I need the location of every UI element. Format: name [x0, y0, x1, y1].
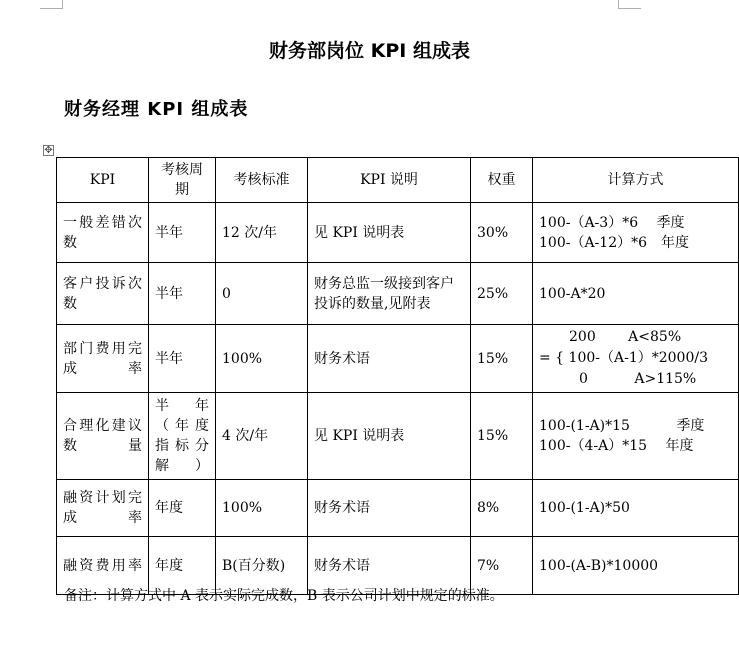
kpi-period: 半年（年度指标分解）	[149, 393, 216, 480]
calc-line: 100-（4-A）*15 年度	[539, 438, 694, 454]
calc-line: 200 A<85%	[569, 329, 682, 345]
kpi-standard: 0	[216, 263, 308, 325]
move-handle-icon[interactable]: ✥	[44, 145, 53, 156]
kpi-name: 客户投诉次数	[57, 263, 149, 325]
kpi-calculation	[533, 537, 739, 595]
header-weight: 权重	[471, 158, 533, 203]
kpi-description: 财务术语	[308, 325, 471, 393]
table-note: 备注：计算方式中 A 表示实际完成数，B 表示公司计划中规定的标准。	[64, 588, 504, 604]
kpi-standard: 12 次/年	[216, 203, 308, 263]
kpi-name: 一般差错次数	[57, 203, 149, 263]
calc-line: 100-（A-12）*6 年度	[539, 234, 690, 251]
kpi-name: 融资计划完成率	[57, 480, 149, 537]
kpi-period: 年度	[149, 480, 216, 537]
kpi-period: 半年	[149, 325, 216, 393]
kpi-description: 财务术语	[308, 537, 471, 595]
calc-line: = { 100-（A-1）*2000/3	[539, 350, 708, 366]
crop-mark-top-left	[40, 0, 63, 9]
kpi-description: 财务术语	[308, 480, 471, 537]
kpi-name: 合理化建议数量	[57, 393, 149, 480]
header-standard: 考核标准	[216, 158, 308, 203]
calc-line: 100-(1-A)*50	[539, 500, 630, 516]
table-header-row	[57, 158, 739, 203]
kpi-calculation	[533, 263, 739, 325]
calc-line: 0 A>115%	[579, 371, 697, 387]
kpi-weight: 25%	[471, 263, 533, 325]
kpi-name: 融资费用率	[57, 537, 149, 595]
document-title: 财务部岗位 KPI 组成表	[269, 40, 470, 62]
section-title: 财务经理 KPI 组成表	[64, 99, 249, 120]
table-row	[57, 325, 739, 393]
kpi-weight: 15%	[471, 325, 533, 393]
kpi-period: 年度	[149, 537, 216, 595]
table-row	[57, 203, 739, 263]
kpi-description: 见 KPI 说明表	[308, 393, 471, 480]
calc-line: 100-(A-B)*10000	[539, 557, 659, 574]
header-calculation: 计算方式	[533, 158, 739, 203]
table-row	[57, 393, 739, 480]
calc-line: 100-（A-3）*6 季度	[539, 214, 685, 231]
calc-line: 100-A*20	[539, 285, 606, 302]
kpi-calculation	[533, 325, 739, 393]
kpi-description: 财务总监一级接到客户投诉的数量,见附表	[308, 263, 471, 325]
kpi-standard: 4 次/年	[216, 393, 308, 480]
kpi-weight: 7%	[471, 537, 533, 595]
kpi-calculation	[533, 393, 739, 480]
kpi-calculation	[533, 480, 739, 537]
kpi-period: 半年	[149, 263, 216, 325]
kpi-calculation	[533, 203, 739, 263]
header-period: 考核周期	[149, 158, 216, 203]
header-description: KPI 说明	[308, 158, 471, 203]
crop-mark-top-right	[618, 0, 641, 9]
kpi-weight: 30%	[471, 203, 533, 263]
header-kpi: KPI	[57, 158, 149, 203]
kpi-period: 半年	[149, 203, 216, 263]
kpi-weight: 8%	[471, 480, 533, 537]
kpi-standard: 100%	[216, 480, 308, 537]
calc-line: 100-(1-A)*15 季度	[539, 418, 705, 434]
kpi-weight: 15%	[471, 393, 533, 480]
kpi-description: 见 KPI 说明表	[308, 203, 471, 263]
kpi-name: 部门费用完成率	[57, 325, 149, 393]
table-row	[57, 480, 739, 537]
kpi-standard: B(百分数)	[216, 537, 308, 595]
table-row	[57, 263, 739, 325]
kpi-table	[56, 157, 739, 595]
kpi-standard: 100%	[216, 325, 308, 393]
